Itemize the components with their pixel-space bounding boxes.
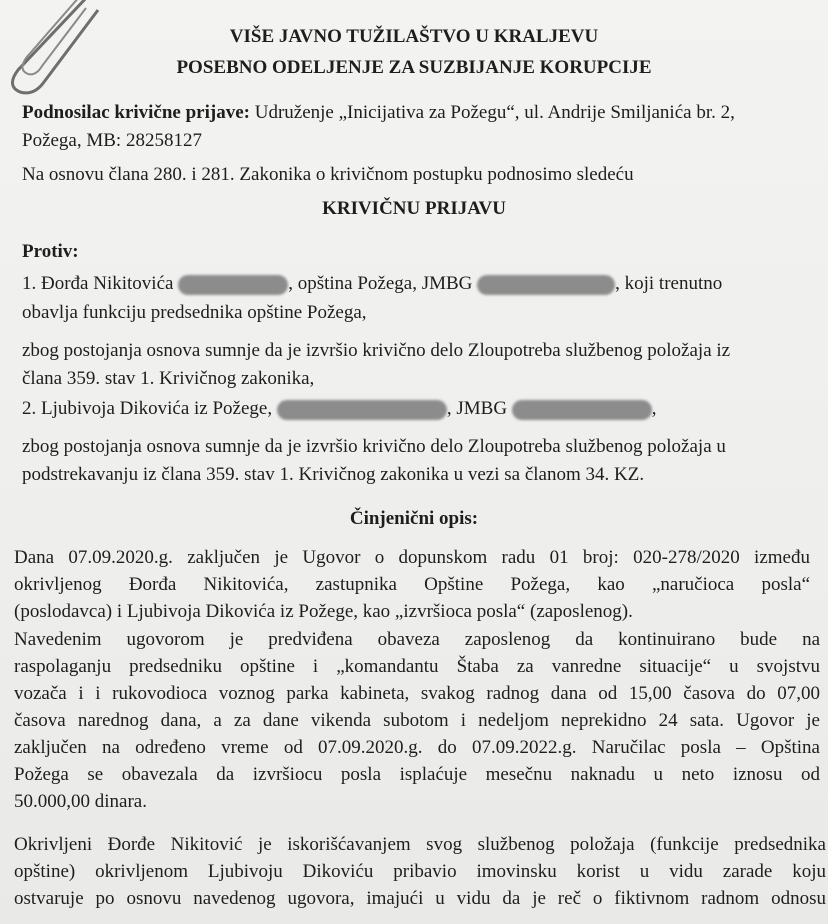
para2-line: zaključen na određeno vreme od 07.09.2020.g. do 07.09.2022.g. Naručilac posla – Opština bbox=[14, 737, 820, 758]
defendant1-name: 1. Đorđa Nikitovića bbox=[22, 273, 174, 294]
para3-line: Okrivljeni Đorđe Nikitović je iskorišćavanjem svog službenog položaja (funkcije predsednika bbox=[14, 834, 826, 855]
redacted-address bbox=[277, 400, 447, 420]
para2-line: Navedenim ugovorom je predviđena obaveza zaposlenog da kontinuirano bude na bbox=[14, 629, 820, 650]
redacted-jmbg bbox=[512, 400, 652, 420]
applicant-label: Podnosilac krivične prijave: bbox=[22, 102, 250, 123]
para2-line: časova narednog dana, a za dane vikenda subotom i nedeljom neprekidno 24 sata. Ugovor je bbox=[14, 710, 820, 731]
facts-title: Činjenični opis: bbox=[349, 508, 479, 529]
para1-line: Dana 07.09.2020.g. zaključen je Ugovor o dopunskom radu 01 broj: 020-278/2020 između bbox=[14, 547, 810, 568]
paperclip-icon bbox=[0, 0, 110, 100]
defendant1-municipality: , opština Požega, JMBG bbox=[288, 273, 473, 294]
charge1-line1: zbog postojanja osnova sumnje da je izvršio krivično delo Zloupotreba službenog položaja iz bbox=[22, 340, 731, 361]
para2-line: 50.000,00 dinara. bbox=[14, 791, 147, 812]
against-label: Protiv: bbox=[22, 241, 79, 262]
defendant1-tail: , koji trenutno bbox=[615, 273, 723, 294]
para3-line: ostvaruje po osnovu navedenog ugovora, imajući u vidu da je reč o fiktivnom radnom odnosu bbox=[14, 888, 826, 909]
department-title: POSEBNO ODELJENJE ZA SUZBIJANJE KORUPCIJE bbox=[176, 57, 652, 78]
legal-basis: Na osnovu člana 280. i 281. Zakonika o krivičnom postupku podnosimo sledeću bbox=[22, 164, 634, 185]
applicant-line2: Požega, MB: 28258127 bbox=[22, 130, 202, 151]
defendant1-line1 bbox=[22, 273, 806, 295]
applicant-text: Udruženje „Inicijativa za Požegu“, ul. Andrije Smiljanića br. 2, bbox=[249, 102, 735, 123]
redacted-jmbg bbox=[477, 275, 615, 295]
defendant2-tail: , bbox=[651, 398, 657, 419]
para2-line: Požega se obavezala da izvršiocu posla isplaćuje mesečnu naknadu u neto iznosu od bbox=[14, 764, 820, 785]
redacted-address bbox=[178, 275, 288, 295]
para2-line: raspolaganju predsedniku opštine i „komandantu Štaba za vanredne situacije“ u svojstvu bbox=[14, 656, 820, 677]
charge1-line2: člana 359. stav 1. Krivičnog zakonika, bbox=[22, 368, 315, 389]
defendant2-jmbg-label: , JMBG bbox=[446, 398, 508, 419]
charge2-line1: zbog postojanja osnova sumnje da je izvršio krivično delo Zloupotreba službenog položaja u bbox=[22, 436, 726, 457]
document-title: KRIVIČNU PRIJAVU bbox=[322, 198, 506, 219]
office-title: VIŠE JAVNO TUŽILAŠTVO U KRALJEVU bbox=[229, 26, 599, 47]
charge2-line2: podstrekavanju iz člana 359. stav 1. Krivičnog zakonika u vezi sa članom 34. KZ. bbox=[22, 464, 645, 485]
para1-line: okrivljenog Đorđa Nikitovića, zastupnika Opštine Požega, kao „naručioca posla“ bbox=[14, 574, 810, 595]
para1-line: (poslodavca) i Ljubivoja Dikovića iz Požege, kao „izvršioca posla“ (zaposlenog). bbox=[14, 601, 633, 622]
para3-line: opštine) okrivljenom Ljubivoju Dikoviću pribavio imovinsku korist u vidu zarade koju bbox=[14, 861, 826, 882]
para2-line: vozača i i rukovodioca voznog parka kabineta, svakog radnog dana od 15,00 časova do 07,00 bbox=[14, 683, 820, 704]
applicant-line1 bbox=[22, 102, 735, 124]
defendant1-line2: obavlja funkciju predsednika opštine Požega, bbox=[22, 302, 367, 323]
defendant2-name: 2. Ljubivoja Dikovića iz Požege, bbox=[22, 398, 273, 419]
defendant2-line bbox=[22, 398, 657, 420]
